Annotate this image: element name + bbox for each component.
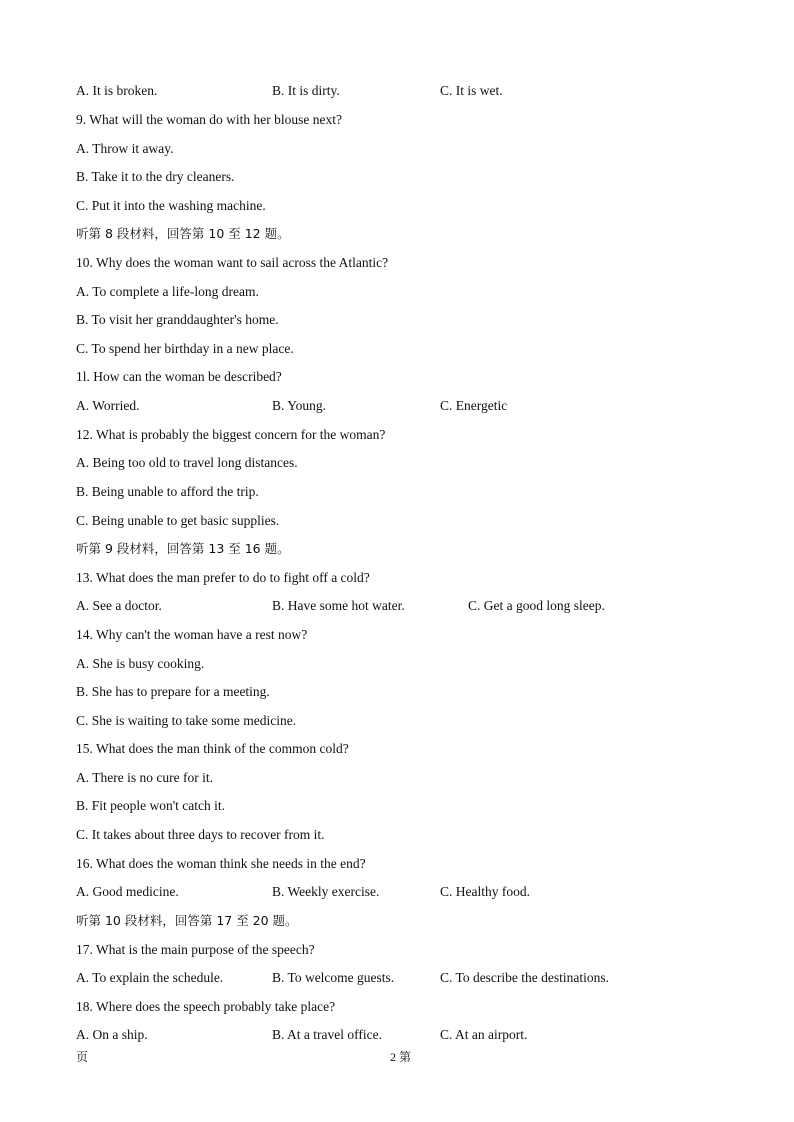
option-c: C. Healthy food.	[440, 884, 530, 899]
footer-page-label: 页	[76, 1050, 89, 1064]
section-instruction: 听第 9 段材料，回答第 13 至 16 题。	[76, 541, 290, 556]
option-a: A. To explain the schedule.	[76, 970, 224, 985]
question-line: 13. What does the man prefer to do to fight off a cold?	[76, 570, 370, 585]
option-row	[0, 969, 794, 987]
question-line: 1l. How can the woman be described?	[76, 369, 282, 384]
section-instruction: 听第 8 段材料，回答第 10 至 12 题。	[76, 226, 290, 241]
question-line: 18. Where does the speech probably take place?	[76, 999, 336, 1014]
question-line: 15. What does the man think of the common cold?	[76, 741, 349, 756]
option-a: A. Worried.	[76, 398, 140, 413]
question-line: 14. Why can't the woman have a rest now?	[76, 627, 308, 642]
question-line: C. She is waiting to take some medicine.	[76, 713, 297, 728]
question-line: 17. What is the main purpose of the speech?	[76, 942, 315, 957]
option-c: C. Energetic	[440, 398, 508, 413]
option-c: C. It is wet.	[440, 83, 503, 98]
question-line: C. Being unable to get basic supplies.	[76, 513, 280, 528]
question-line: C. Put it into the washing machine.	[76, 198, 266, 213]
question-line: A. Being too old to travel long distances.	[76, 455, 298, 470]
question-line: A. Throw it away.	[76, 141, 174, 156]
question-line: B. She has to prepare for a meeting.	[76, 684, 270, 699]
option-b: B. At a travel office.	[272, 1027, 382, 1042]
footer-page-number: 2 第	[390, 1050, 412, 1064]
question-line: B. Fit people won't catch it.	[76, 798, 226, 813]
option-a: A. Good medicine.	[76, 884, 179, 899]
question-line: A. There is no cure for it.	[76, 770, 213, 785]
question-line: 9. What will the woman do with her blouse next?	[76, 112, 342, 127]
question-line: 10. Why does the woman want to sail across the Atlantic?	[76, 255, 389, 270]
option-c: C. Get a good long sleep.	[468, 598, 605, 613]
option-c: C. At an airport.	[440, 1027, 528, 1042]
option-b: B. Weekly exercise.	[272, 884, 380, 899]
question-line: C. To spend her birthday in a new place.	[76, 341, 294, 356]
question-line: C. It takes about three days to recover from it.	[76, 827, 325, 842]
option-b: B. Have some hot water.	[272, 598, 405, 613]
question-line: A. She is busy cooking.	[76, 656, 205, 671]
question-line: B. Take it to the dry cleaners.	[76, 169, 235, 184]
option-b: B. To welcome guests.	[272, 970, 395, 985]
option-b: B. It is dirty.	[272, 83, 340, 98]
option-a: A. See a doctor.	[76, 598, 162, 613]
option-row	[0, 82, 794, 100]
option-row	[0, 883, 794, 901]
option-b: B. Young.	[272, 398, 327, 413]
option-a: A. On a ship.	[76, 1027, 148, 1042]
section-instruction: 听第 10 段材料，回答第 17 至 20 题。	[76, 913, 298, 928]
question-line: B. Being unable to afford the trip.	[76, 484, 259, 499]
question-line: 12. What is probably the biggest concern for the woman?	[76, 427, 386, 442]
question-line: A. To complete a life-long dream.	[76, 284, 259, 299]
option-row	[0, 397, 794, 415]
option-row	[0, 1026, 794, 1044]
option-a: A. It is broken.	[76, 83, 158, 98]
option-row	[0, 597, 794, 615]
option-c: C. To describe the destinations.	[440, 970, 610, 985]
question-line: B. To visit her granddaughter's home.	[76, 312, 279, 327]
question-line: 16. What does the woman think she needs in the end?	[76, 856, 366, 871]
